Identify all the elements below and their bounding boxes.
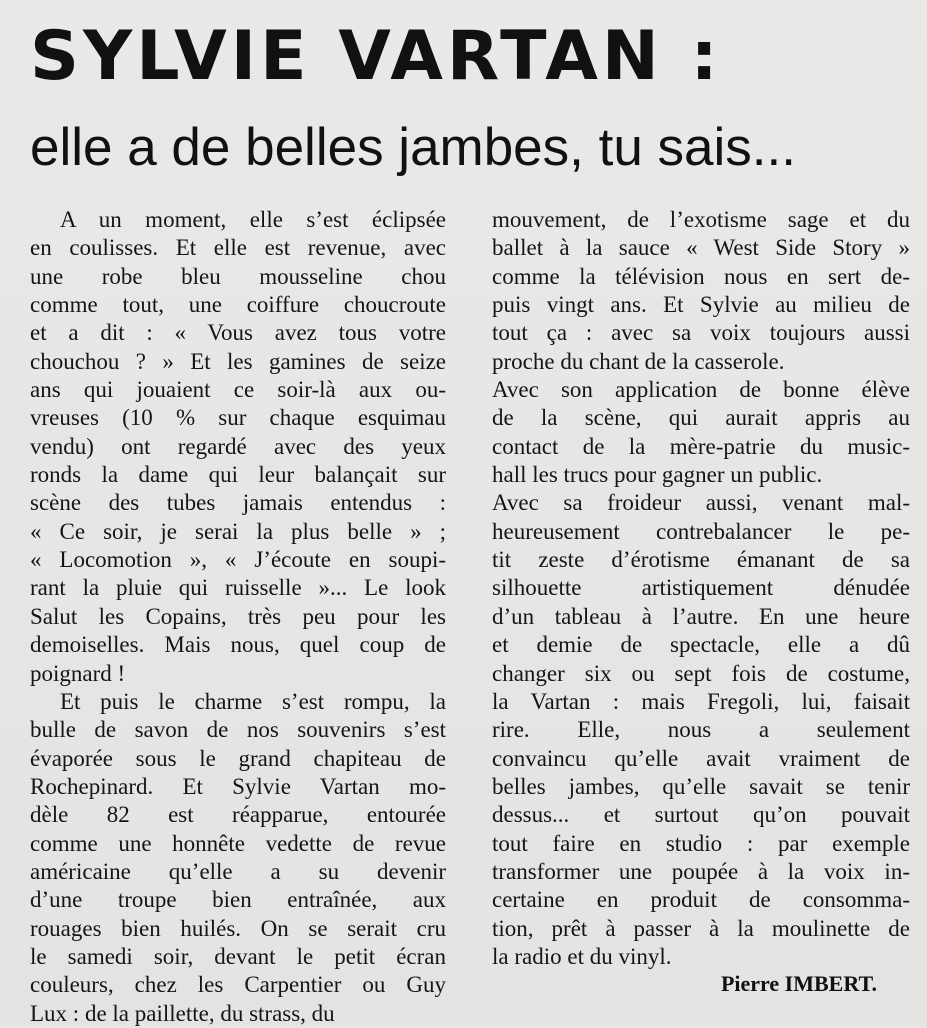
article-text-line: rire. Elle, nous a seulement [492,717,910,743]
subheadline: elle a de belles jambes, tu sais... [30,118,796,177]
article-text-line: belles jambes, qu’elle savait se tenir [492,773,910,799]
article-text-line: Avec son application de bonne élève [492,377,910,403]
article-text-line: Salut les Copains, très peu pour les [30,603,446,629]
article-column-left [30,206,446,1028]
article-column-right [492,206,910,971]
article-text-line: évaporée sous le grand chapiteau de [30,745,446,771]
article-text-line: la Vartan : mais Fregoli, lui, faisait [492,688,910,714]
article-text-line: Rochepinard. Et Sylvie Vartan mo- [30,773,446,799]
article-text-line: chouchou ? » Et les gamines de seize [30,348,446,374]
article-text-line: de la scène, qui aurait appris au [492,405,910,431]
article-text-line: vendu) ont regardé avec des yeux [30,433,446,459]
article-text-line: tit zeste d’érotisme émanant de sa [492,547,910,573]
article-text-line: ballet à la sauce « West Side Story » [492,235,910,261]
article-text-line: bulle de savon de nos souvenirs s’est [30,717,446,743]
article-text-line: heureusement contrebalancer le pe- [492,518,910,544]
article-text-line: hall les trucs pour gagner un public. [492,462,823,488]
article-text-line: convaincu qu’elle avait vraiment de [492,745,910,771]
article-text-line: couleurs, chez les Carpentier ou Guy [30,972,446,998]
article-text-line: « Ce soir, je serai la plus belle » ; [30,518,446,544]
article-text-line: Lux : de la paillette, du strass, du [30,1000,335,1026]
article-text-line: contact de la mère-patrie du music- [492,433,910,459]
article-text-line: tout faire en studio : par exemple [492,830,910,856]
article-text-line: proche du chant de la casserole. [492,348,785,374]
article-text-line: d’une troupe bien entraînée, aux [30,887,446,913]
author-signature: Pierre IMBERT. [720,971,877,996]
article-text-line: demoiselles. Mais nous, quel coup de [30,632,446,658]
article-text-line: et demie de spectacle, elle a dû [492,632,910,658]
article-text-line: rant la pluie qui ruisselle »... Le look [30,575,446,601]
article-text-line: A un moment, elle s’est éclipsée [60,207,446,232]
article-text-line: comme la télévision nous en sert de- [492,263,910,289]
article-text-line: scène des tubes jamais entendus : [30,490,446,516]
article-text-line: mouvement, de l’exotisme sage et du [492,207,910,232]
article-text-line: Et puis le charme s’est rompu, la [60,688,446,714]
article-text-line: rouages bien huilés. On se serait cru [30,915,446,941]
article-text-line: une robe bleu mousseline chou [30,263,446,289]
article-text-line: dessus... et surtout qu’on pouvait [492,802,910,828]
article-text-line: d’un tableau à l’autre. En une heure [492,603,910,629]
article-text-line: américaine qu’elle a su devenir [30,858,446,884]
article-text-line: certaine en produit de consomma- [492,887,910,913]
article-text-line: tout ça : avec sa voix toujours aussi [492,320,910,346]
article-text-line: en coulisses. Et elle est revenue, avec [30,235,446,261]
article-text-line: la radio et du vinyl. [492,943,672,969]
article-text-line: poignard ! [30,660,126,686]
article-text-line: transformer une poupée à la voix in- [492,858,910,884]
article-text-line: comme une honnête vedette de revue [30,830,446,856]
article-text-line: silhouette artistiquement dénudée [492,575,910,601]
article-text-line: ronds la dame qui leur balançait sur [30,462,446,488]
article-text-line: puis vingt ans. Et Sylvie au milieu de [492,292,910,318]
article-text-line: comme tout, une coiffure choucroute [30,292,446,318]
article-text-line: vreuses (10 % sur chaque esquimau [30,405,446,431]
article-text-line: tion, prêt à passer à la moulinette de [492,915,910,941]
article-text-line: le samedi soir, devant le petit écran [30,943,446,969]
article-text-line: « Locomotion », « J’écoute en soupi- [30,547,446,573]
headline: SYLVIE VARTAN : [30,17,722,96]
article-text-line: Avec sa froideur aussi, venant mal- [492,490,910,516]
article-text-line: et a dit : « Vous avez tous votre [30,320,446,346]
article-text-line: dèle 82 est réapparue, entourée [30,802,446,828]
article-text-line: changer six ou sept fois de costume, [492,660,910,686]
article-text-line: ans qui jouaient ce soir-là aux ou- [30,377,446,403]
